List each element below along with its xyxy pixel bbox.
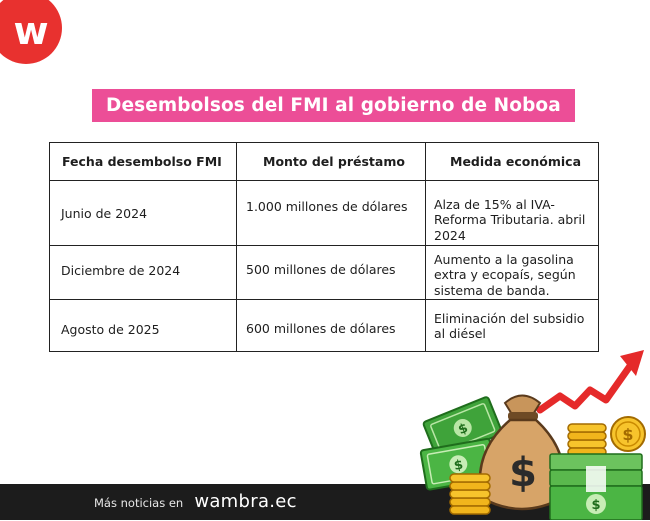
logo-letter: w <box>13 9 49 53</box>
wambra-logo[interactable] <box>0 0 62 64</box>
table-header-row <box>50 143 599 181</box>
disbursements-table <box>49 142 599 352</box>
svg-text:$: $ <box>622 425 634 444</box>
cell-medida: Aumento a la gasolina extra y ecopaís, según sistema de banda. <box>426 246 599 300</box>
footer-site-link[interactable]: wambra.ec <box>194 491 297 512</box>
svg-text:$: $ <box>591 498 601 513</box>
cell-fecha: Junio de 2024 <box>50 181 237 246</box>
column-header-monto: Monto del préstamo <box>237 143 426 181</box>
banknotes-icon <box>550 454 642 520</box>
cell-medida: Alza de 15% al IVA- Reforma Tributaria. abril 2024 <box>426 181 599 246</box>
cell-monto: 500 millones de dólares <box>237 246 426 300</box>
cell-fecha: Agosto de 2025 <box>50 300 237 352</box>
cell-monto: 1.000 millones de dólares <box>237 181 426 246</box>
footer-prefix: Más noticias en <box>94 496 184 510</box>
svg-text:$: $ <box>452 457 465 474</box>
column-header-fecha: Fecha desembolso FMI <box>50 143 237 181</box>
table-row <box>50 181 599 246</box>
table-row <box>50 246 599 300</box>
cell-monto: 600 millones de dólares <box>237 300 426 352</box>
svg-text:$: $ <box>509 450 537 496</box>
svg-text:$: $ <box>456 420 471 439</box>
column-header-medida: Medida económica <box>426 143 599 181</box>
cell-fecha: Diciembre de 2024 <box>50 246 237 300</box>
red-arrow-up-icon <box>540 350 644 410</box>
footer-text <box>94 484 297 520</box>
money-illustration <box>410 348 650 520</box>
cell-medida: Eliminación del subsidio al diésel <box>426 300 599 352</box>
table-row <box>50 300 599 352</box>
page-title: Desembolsos del FMI al gobierno de Noboa <box>92 89 575 122</box>
